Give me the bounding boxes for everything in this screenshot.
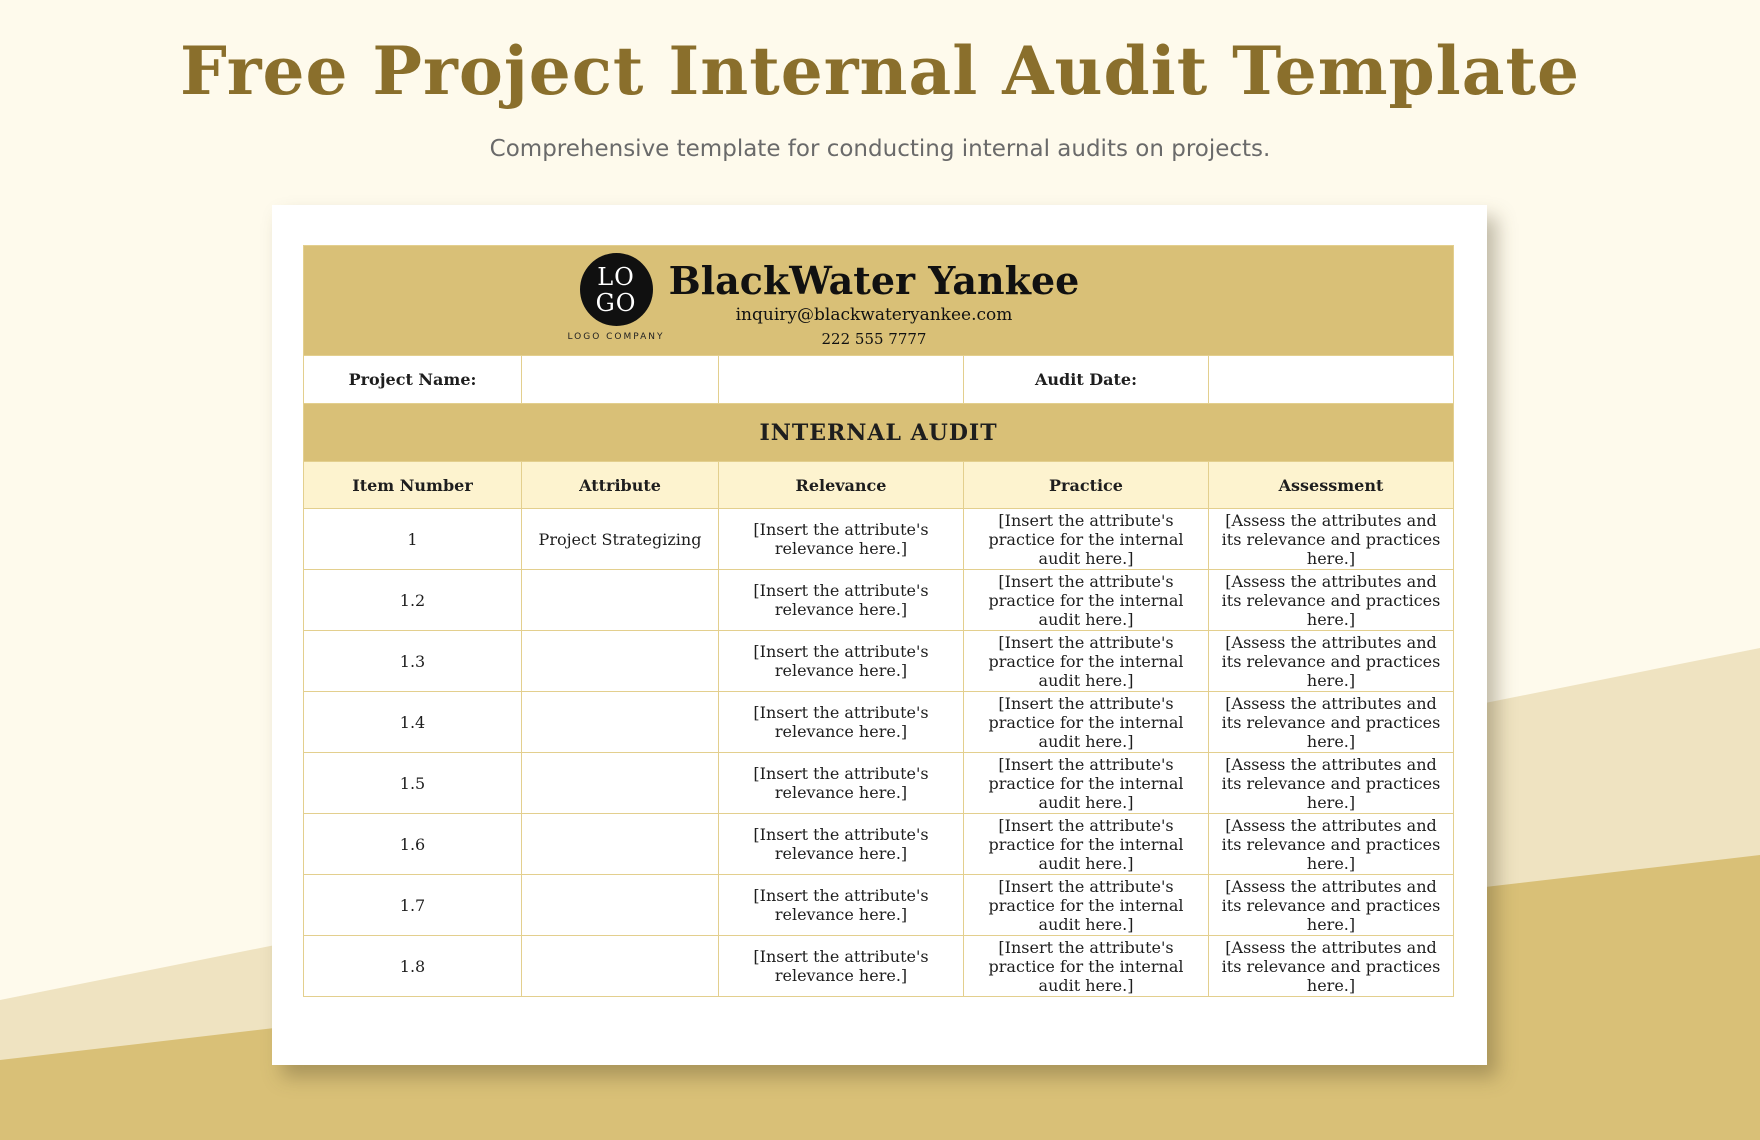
- assessment-cell[interactable]: [Assess the attributes and its relevance and practices here.]: [1209, 692, 1454, 753]
- practice-cell[interactable]: [Insert the attribute's practice for the internal audit here.]: [964, 570, 1209, 631]
- page-title: Free Project Internal Audit Template: [180, 32, 1580, 110]
- item-number-cell: 1.8: [304, 936, 522, 997]
- company-info: [664, 258, 1084, 348]
- project-info-row: [304, 356, 1454, 404]
- assessment-cell[interactable]: [Assess the attributes and its relevance and practices here.]: [1209, 509, 1454, 570]
- column-header-assessment: Assessment: [1209, 462, 1454, 509]
- table-row: [304, 936, 1454, 997]
- audit-table: [303, 245, 1454, 997]
- item-number-cell: 1.4: [304, 692, 522, 753]
- table-row: [304, 570, 1454, 631]
- practice-cell[interactable]: [Insert the attribute's practice for the internal audit here.]: [964, 814, 1209, 875]
- attribute-cell[interactable]: [522, 692, 719, 753]
- relevance-cell[interactable]: [Insert the attribute's relevance here.]: [719, 631, 964, 692]
- attribute-cell[interactable]: Project Strategizing: [522, 509, 719, 570]
- column-header-practice: Practice: [964, 462, 1209, 509]
- company-logo: [564, 253, 668, 342]
- practice-cell[interactable]: [Insert the attribute's practice for the internal audit here.]: [964, 753, 1209, 814]
- page-subtitle: Comprehensive template for conducting internal audits on projects.: [489, 136, 1271, 162]
- attribute-cell[interactable]: [522, 631, 719, 692]
- practice-cell[interactable]: [Insert the attribute's practice for the internal audit here.]: [964, 692, 1209, 753]
- audit-date-field[interactable]: [1209, 356, 1454, 404]
- column-header-relevance: Relevance: [719, 462, 964, 509]
- column-header-attribute: Attribute: [522, 462, 719, 509]
- company-phone: 222 555 7777: [821, 330, 927, 348]
- logo-text-line2: GO: [595, 288, 637, 317]
- relevance-cell[interactable]: [Insert the attribute's relevance here.]: [719, 570, 964, 631]
- project-name-field[interactable]: [522, 356, 719, 404]
- project-name-field-extra[interactable]: [719, 356, 964, 404]
- item-number-cell: 1: [304, 509, 522, 570]
- item-number-cell: 1.5: [304, 753, 522, 814]
- logo-caption: LOGO COMPANY: [567, 332, 665, 342]
- relevance-cell[interactable]: [Insert the attribute's relevance here.]: [719, 509, 964, 570]
- company-name: BlackWater Yankee: [668, 258, 1080, 303]
- table-row: [304, 692, 1454, 753]
- assessment-cell[interactable]: [Assess the attributes and its relevance and practices here.]: [1209, 570, 1454, 631]
- table-row: [304, 814, 1454, 875]
- project-name-label: Project Name:: [304, 356, 522, 404]
- assessment-cell[interactable]: [Assess the attributes and its relevance and practices here.]: [1209, 631, 1454, 692]
- item-number-cell: 1.3: [304, 631, 522, 692]
- practice-cell[interactable]: [Insert the attribute's practice for the internal audit here.]: [964, 509, 1209, 570]
- item-number-cell: 1.6: [304, 814, 522, 875]
- logo-badge: [580, 253, 653, 326]
- table-row: [304, 875, 1454, 936]
- assessment-cell[interactable]: [Assess the attributes and its relevance and practices here.]: [1209, 875, 1454, 936]
- template-preview: [272, 205, 1487, 1065]
- attribute-cell[interactable]: [522, 936, 719, 997]
- company-header: [304, 246, 1454, 356]
- item-number-cell: 1.2: [304, 570, 522, 631]
- relevance-cell[interactable]: [Insert the attribute's relevance here.]: [719, 936, 964, 997]
- practice-cell[interactable]: [Insert the attribute's practice for the internal audit here.]: [964, 875, 1209, 936]
- assessment-cell[interactable]: [Assess the attributes and its relevance and practices here.]: [1209, 814, 1454, 875]
- assessment-cell[interactable]: [Assess the attributes and its relevance and practices here.]: [1209, 936, 1454, 997]
- company-email: inquiry@blackwateryankee.com: [735, 305, 1013, 325]
- practice-cell[interactable]: [Insert the attribute's practice for the internal audit here.]: [964, 936, 1209, 997]
- relevance-cell[interactable]: [Insert the attribute's relevance here.]: [719, 875, 964, 936]
- attribute-cell[interactable]: [522, 753, 719, 814]
- relevance-cell[interactable]: [Insert the attribute's relevance here.]: [719, 814, 964, 875]
- section-title: INTERNAL AUDIT: [304, 404, 1454, 462]
- attribute-cell[interactable]: [522, 570, 719, 631]
- relevance-cell[interactable]: [Insert the attribute's relevance here.]: [719, 692, 964, 753]
- relevance-cell[interactable]: [Insert the attribute's relevance here.]: [719, 753, 964, 814]
- table-row: [304, 631, 1454, 692]
- column-header-row: [304, 462, 1454, 509]
- item-number-cell: 1.7: [304, 875, 522, 936]
- assessment-cell[interactable]: [Assess the attributes and its relevance and practices here.]: [1209, 753, 1454, 814]
- audit-date-label: Audit Date:: [964, 356, 1209, 404]
- attribute-cell[interactable]: [522, 814, 719, 875]
- table-row: [304, 753, 1454, 814]
- logo-text-line1: LO: [597, 262, 635, 291]
- practice-cell[interactable]: [Insert the attribute's practice for the internal audit here.]: [964, 631, 1209, 692]
- attribute-cell[interactable]: [522, 875, 719, 936]
- table-row: [304, 509, 1454, 570]
- column-header-item-number: Item Number: [304, 462, 522, 509]
